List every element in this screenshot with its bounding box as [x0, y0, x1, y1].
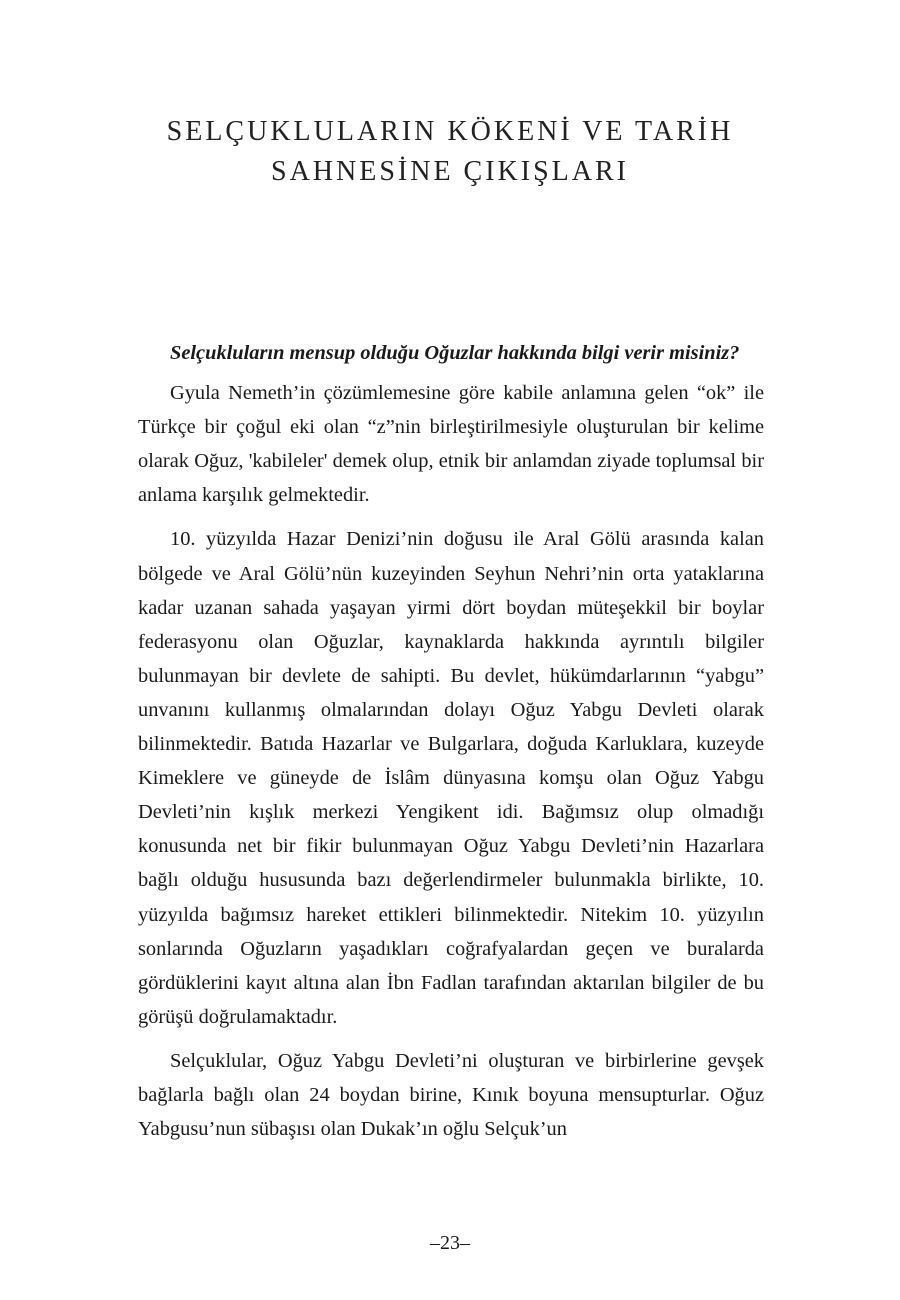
paragraph-3: Selçuklular, Oğuz Yabgu Devleti’ni oluşturan ve birbirlerine gevşek bağlarla bağlı olan 24 boydan birine, Kınık boyuna mensupturlar. Oğuz Yabgusu’nun sübaşısı olan Dukak’ın oğlu Selçuk’un: [138, 1049, 764, 1141]
paragraph-1: Gyula Nemeth’in çözümlemesine göre kabile anlamına gelen “ok” ile Türkçe bir çoğul eki olan “z”nin birleştirilmesiyle oluşturulan bir kelime olarak Oğuz, 'kabileler' demek olup, etnik bir anlamdan ziyade toplumsal bir anlama karşılık gelmektedir.: [138, 382, 764, 507]
chapter-title-line2: SAHNESİNE ÇIKIŞLARI: [271, 156, 629, 187]
question-heading: Selçukluların mensup olduğu Oğuzlar hakkında bilgi verir misiniz?: [170, 342, 740, 364]
body-text: [138, 336, 764, 1156]
paragraph-2: 10. yüzyılda Hazar Denizi’nin doğusu ile Aral Gölü arasında kalan bölgede ve Aral Gölü’nün kuzeyinden Seyhun Nehri’nin orta yataklarına kadar uzanan sahada yaşayan yirmi dört boydan müteşekkil bir boylar federasyonu olan Oğuzlar, kaynaklarda hakkında ayrıntılı bilgiler bulunmayan bir devlete de sahipti. Bu devlet, hükümdarlarının “yabgu” unvanını kullanmış olmalarından dolayı Oğuz Yabgu Devleti olarak bilinmektedir. Batıda Hazarlar ve Bulgarlara, doğuda Karluklara, kuzeyde Kimeklere ve güneyde de İslâm dünyasına komşu olan Oğuz Yabgu Devleti’nin kışlık merkezi Yengikent idi. Bağımsız olup olmadığı konusunda net bir fikir bulunmayan Oğuz Yabgu Devleti’nin Hazarlara bağlı olduğu hususunda bazı değerlendirmeler bulunmakla birlikte, 10. yüzyılda bağımsız hareket ettikleri bilinmektedir. Nitekim 10. yüzyılın sonlarında Oğuzların yaşadıkları coğrafyalardan geçen ve buralarda gördüklerini kayıt altına alan İbn Fadlan tarafından aktarılan bilgiler de bu görüşü doğrulamaktadır.: [138, 528, 764, 1028]
chapter-title: [0, 112, 900, 192]
page-number: –23–: [430, 1232, 470, 1254]
chapter-title-line1: SELÇUKLULARIN KÖKENİ VE TARİH: [166, 116, 734, 147]
